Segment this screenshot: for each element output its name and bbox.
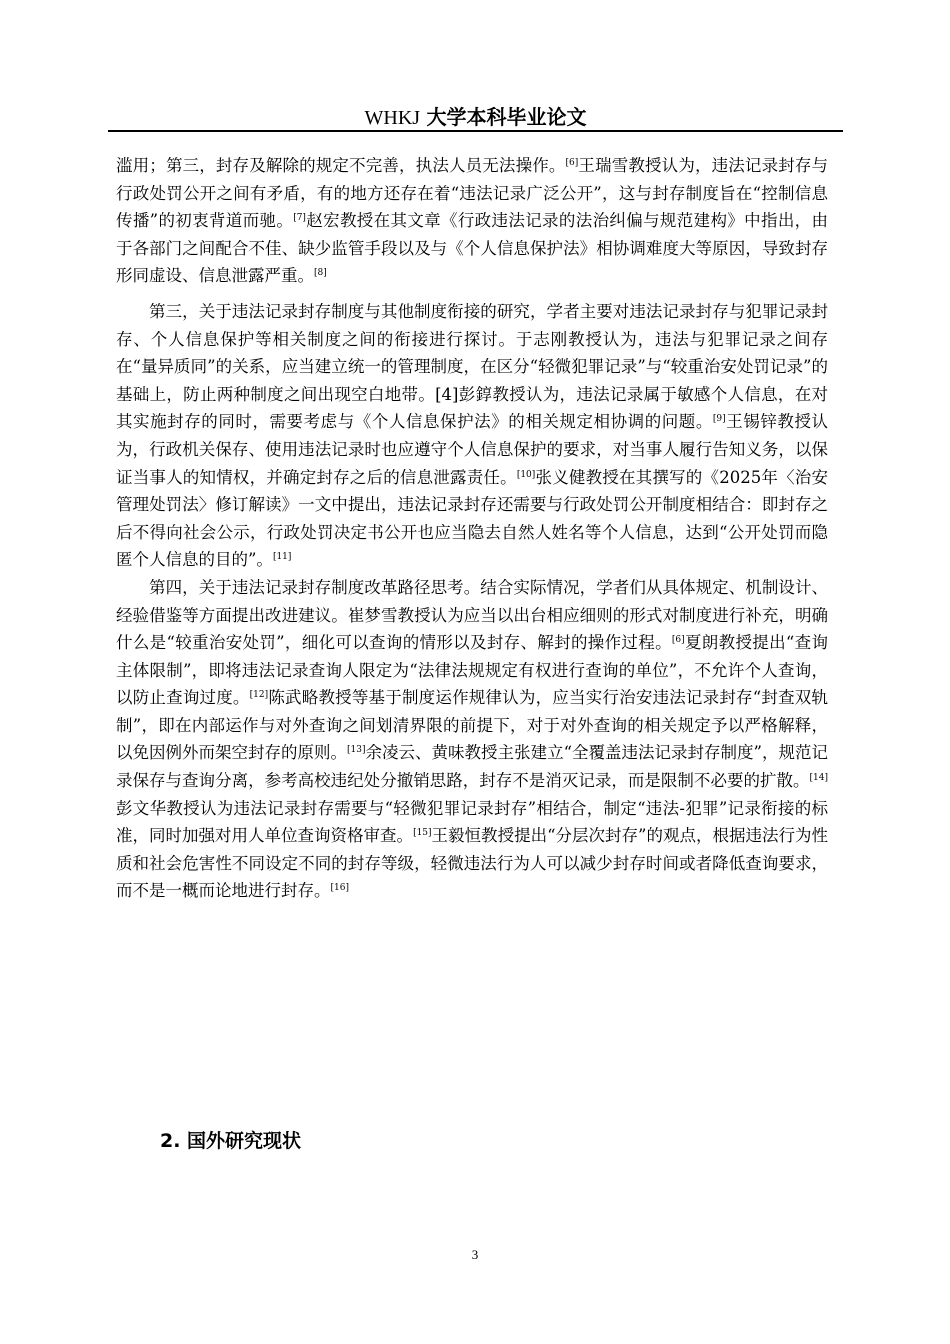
paragraph — [116, 298, 828, 574]
page-number: 3 — [471, 1247, 479, 1262]
citation-ref: [6] — [671, 635, 685, 646]
citation-ref: [15] — [413, 828, 432, 839]
text-run: 王锡锌教授认为，行政机关保存、使用违法记录时也应遵守个人信息保护的要求，对当事人履行告知义务，以保证当事人的知情权，并确定封存之后的信息泄露责任。 — [116, 412, 829, 487]
citation-ref: [11] — [272, 552, 292, 563]
citation-ref: [6] — [565, 158, 579, 168]
citation-ref: [12] — [249, 690, 269, 701]
header-latin: WHKJ — [364, 107, 421, 129]
citation-ref: [8] — [314, 268, 327, 279]
text-run: 陈武略教授等基于制度运作规律认为，应当实行治安违法记录封存“封查双轨制”，即在内部运作与对外查询之间划清界限的前提下，对于对外查询的相关规定予以严格解释，以免因例外而架空封存的原则。 — [116, 688, 829, 763]
citation-ref: [9] — [712, 414, 726, 425]
citation-ref: [10] — [516, 469, 536, 480]
paragraph — [116, 152, 828, 290]
header-rule — [108, 130, 843, 132]
text-run: 第四，关于违法记录封存制度改革路径思考。结合实际情况，学者们从具体规定、机制设计、经验借鉴等方面提出改进建议。崔梦雪教授认为应当以出台相应细则的形式对制度进行补充，明确什么是“较重治安处罚”，细化可以查询的情形以及封存、解封的操作过程。 — [116, 577, 828, 653]
text-run: 张义健教授在其撰写的《2025年〈治安管理处罚法〉修订解读》一文中提出，违法记录封存还需要与行政处罚公开制度相结合：即封存之后不得向社会公示，行政处罚决定书公开也应当隐去自然人姓名等个人信息，达到“公开处罚而隐匿个人信息的目的”。 — [116, 467, 828, 570]
citation-ref: [13] — [347, 745, 366, 756]
header-title: 大学本科毕业论文 — [426, 105, 587, 129]
section-heading: 2. 国外研究现状 — [160, 1130, 302, 1152]
text-run: 王瑞雪教授认为，违法记录封存与行政处罚公开之间有矛盾，有的地方还存在着“违法记录广泛公开”，这与封存制度旨在“控制信息传播”的初衷背道而驰。 — [116, 156, 829, 231]
text-run: 夏朗教授提出“查询主体限制”，即将违法记录查询人限定为“法律法规规定有权进行查询的单位”，不允许个人查询，以防止查询过度。 — [116, 633, 829, 708]
text-run: 余凌云、黄味教授主张建立“全覆盖违法记录封存制度”，规范记录保存与查询分离，参考高校违纪处分撤销思路，封存不是消灭记录，而是限制不必要的扩散。 — [116, 743, 828, 791]
page-header — [108, 104, 843, 131]
paragraph — [116, 574, 828, 905]
text-run: 赵宏教授在其文章《行政违法记录的法治纠偏与规范建构》中指出，由于各部门之间配合不佳、缺少监管手段以及与《个人信息保护法》相协调难度大等原因，导致封存形同虚设、信息泄露严重。 — [116, 211, 829, 286]
body-text — [116, 152, 828, 905]
citation-ref: [16] — [330, 883, 349, 894]
text-run: 第三，关于违法记录封存制度与其他制度衔接的研究，学者主要对违法记录封存与犯罪记录封存、个人信息保护等相关制度之间的衔接进行探讨。于志刚教授认为，违法与犯罪记录之间存在“量异质同”的关系，应当建立统一的管理制度，在区分“轻微犯罪记录”与“较重治安处罚记录”的基础上，防止两种制度之间出现空白地带。[4]彭錞教授认为，违法记录属于敏感个人信息，在对其实施封存的同时，需要考虑与《个人信息保护法》的相关规定相协调的问题。 — [116, 301, 828, 432]
text-run: 王毅恒教授提出“分层次封存”的观点，根据违法行为性质和社会危害性不同设定不同的封存等级，轻微违法行为人可以减少封存时间或者降低查询要求，而不是一概而论地进行封存。 — [116, 826, 828, 901]
text-run: 滥用；第三，封存及解除的规定不完善，执法人员无法操作。 — [116, 156, 566, 175]
text-run: 彭文华教授认为违法记录封存需要与“轻微犯罪记录封存”相结合，制定“违法-犯罪”记录衔接的标准，同时加强对用人单位查询资格审查。 — [116, 798, 828, 846]
citation-ref: [7] — [293, 213, 306, 224]
citation-ref: [14] — [809, 773, 828, 784]
